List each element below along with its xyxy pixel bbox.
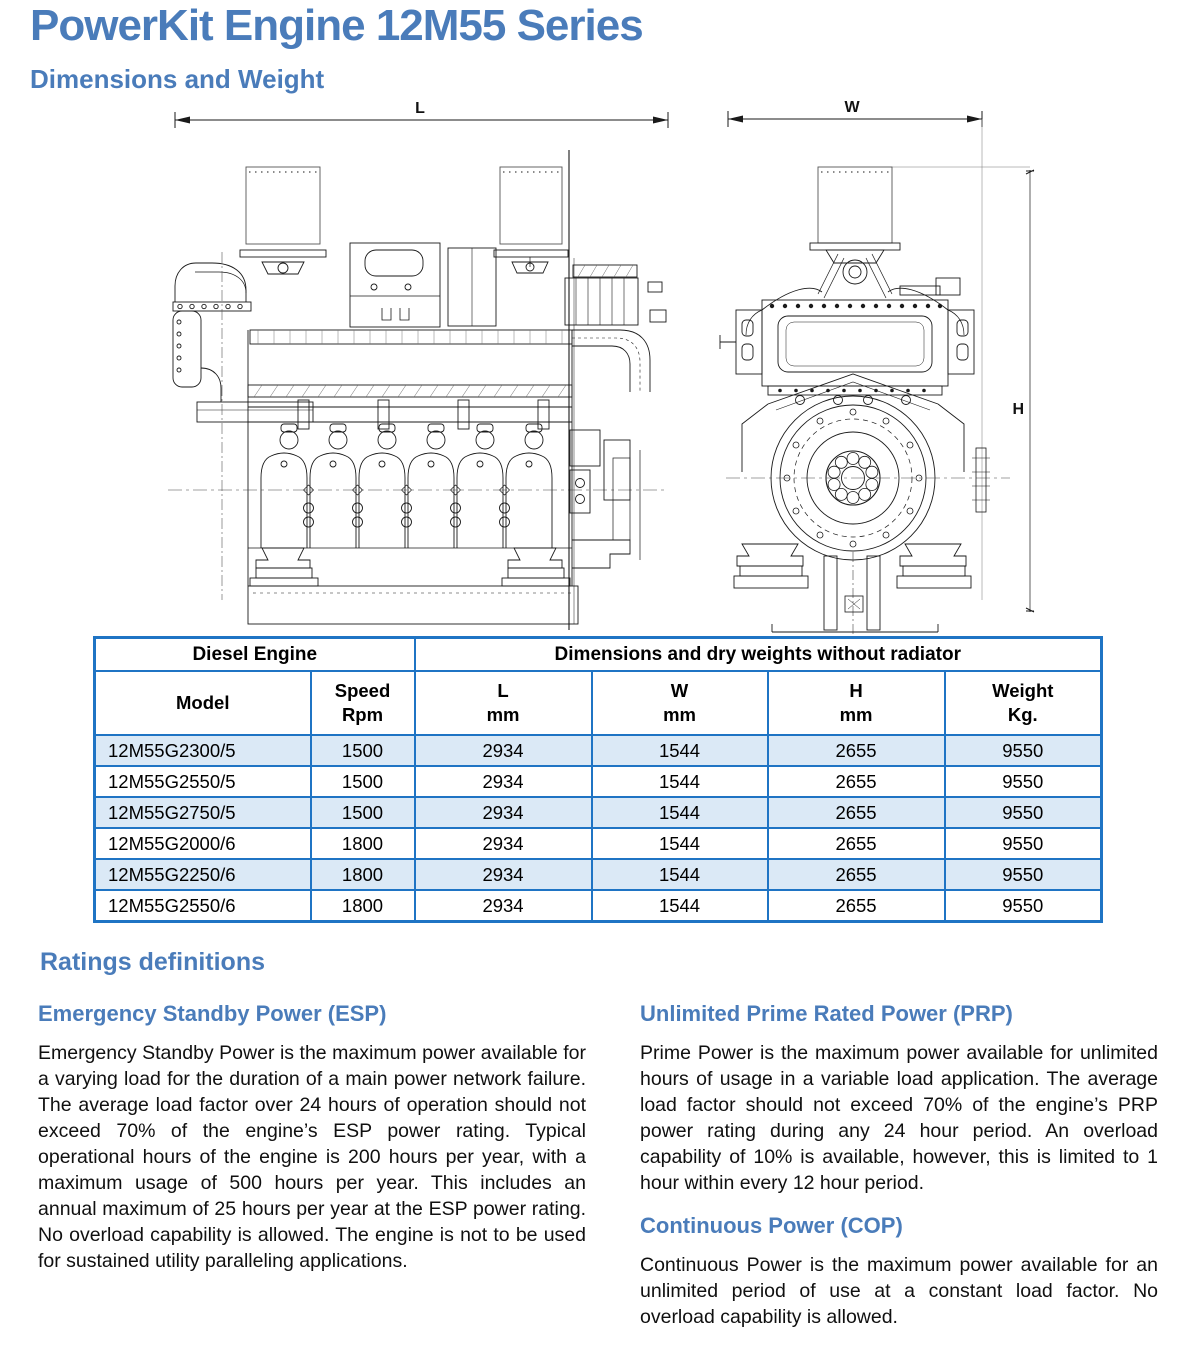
model-cell: 12M55G2000/6 [95,828,311,859]
h-cell: 2655 [768,766,945,797]
table-column-header-row [95,671,1102,735]
col-header-speed: Speed Rpm [311,671,415,735]
model-cell: 12M55G2550/6 [95,890,311,922]
section-title-ratings: Ratings definitions [40,948,265,976]
table-row [95,859,1102,890]
dim-label-L: L [415,100,425,117]
side-view-drawing [168,112,668,630]
w-cell: 1544 [592,890,768,922]
table-row [95,735,1102,766]
model-cell: 12M55G2550/5 [95,766,311,797]
ratings-column-right [640,1000,1158,1330]
cop-title: Continuous Power (COP) [640,1213,903,1238]
esp-body: Emergency Standby Power is the maximum power available for a varying load for the duration of a main power network failure. The average load factor over 24 hours of operation should not exceed 70% of the engine’s ESP power rating. Typical operational hours of the engine is 200 hours per year, with a maximum usage of 500 hours per year. This includes an annual maximum of 25 hours per year at the ESP power rating. No overload capability is allowed. The engine is not to be used for sustained utility paralleling applications. [38,1042,586,1272]
w-cell: 1544 [592,859,768,890]
front-view-drawing [720,111,1034,640]
model-cell: 12M55G2300/5 [95,735,311,766]
weight-cell: 9550 [945,797,1102,828]
speed-cell: 1800 [311,828,415,859]
model-cell: 12M55G2250/6 [95,859,311,890]
dimension-line-H [890,167,1034,612]
dimension-line-W [728,111,982,600]
col-header-l: L mm [415,671,592,735]
col-header-w: W mm [592,671,768,735]
h-cell: 2655 [768,797,945,828]
group-header-diesel-engine: Diesel Engine [95,638,415,672]
engine-technical-drawings [0,95,1180,640]
l-cell: 2934 [415,828,592,859]
model-cell: 12M55G2750/5 [95,797,311,828]
ratings-column-left [38,1000,586,1330]
speed-cell: 1800 [311,890,415,922]
ratings-columns [38,1000,1158,1330]
weight-cell: 9550 [945,735,1102,766]
section-title-dimensions: Dimensions and Weight [30,64,325,94]
col-header-model: Model [95,671,311,735]
l-cell: 2934 [415,797,592,828]
weight-cell: 9550 [945,766,1102,797]
table-row [95,890,1102,922]
l-cell: 2934 [415,735,592,766]
dim-label-H: H [1012,401,1024,418]
l-cell: 2934 [415,890,592,922]
w-cell: 1544 [592,828,768,859]
l-cell: 2934 [415,859,592,890]
speed-cell: 1500 [311,797,415,828]
dimensions-weight-table [93,636,1103,923]
col-header-h: H mm [768,671,945,735]
weight-cell: 9550 [945,890,1102,922]
table-group-header-row [95,638,1102,672]
speed-cell: 1500 [311,735,415,766]
page-title: PowerKit Engine 12M55 Series [30,1,643,50]
h-cell: 2655 [768,859,945,890]
group-header-dimensions: Dimensions and dry weights without radiator [415,638,1102,672]
h-cell: 2655 [768,828,945,859]
table-row [95,797,1102,828]
l-cell: 2934 [415,766,592,797]
h-cell: 2655 [768,890,945,922]
w-cell: 1544 [592,797,768,828]
esp-title: Emergency Standby Power (ESP) [38,1001,387,1026]
speed-cell: 1800 [311,859,415,890]
w-cell: 1544 [592,766,768,797]
dim-label-W: W [844,99,860,116]
weight-cell: 9550 [945,828,1102,859]
prp-title: Unlimited Prime Rated Power (PRP) [640,1001,1013,1026]
col-header-weight: Weight Kg. [945,671,1102,735]
table-row [95,828,1102,859]
table-row [95,766,1102,797]
w-cell: 1544 [592,735,768,766]
h-cell: 2655 [768,735,945,766]
prp-body: Prime Power is the maximum power available for unlimited hours of usage in a variable load application. The average load factor should not exceed 70% of the engine’s PRP power rating during any 24 hour period. An overload capability of 10% is available, however, this is limited to 1 hour within every 12 hour period. [640,1042,1158,1194]
speed-cell: 1500 [311,766,415,797]
weight-cell: 9550 [945,859,1102,890]
cop-body: Continuous Power is the maximum power available for an unlimited period of use at a constant load factor. No overload capability is allowed. [640,1254,1158,1328]
